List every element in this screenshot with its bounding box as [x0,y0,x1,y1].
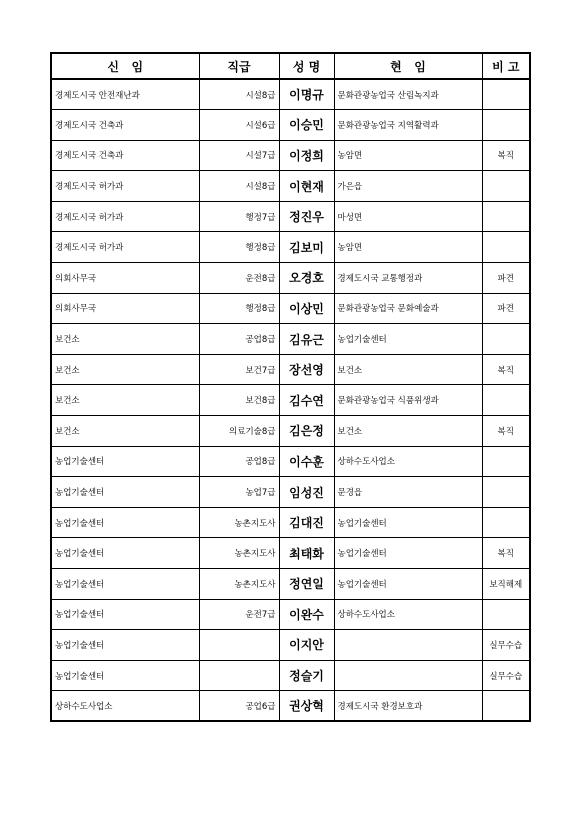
table-row [51,79,530,110]
grade-cell: 농촌지도사 [199,507,279,538]
name-cell: 김수연 [279,385,334,416]
grade-cell [199,660,279,691]
new-post-cell: 보건소 [51,324,199,355]
note-cell [482,507,530,538]
new-post-cell: 경제도시국 건축과 [51,110,199,141]
table-row [51,171,530,202]
new-post-cell: 농업기술센터 [51,446,199,477]
table-row [51,232,530,263]
new-post-cell: 경제도시국 건축과 [51,140,199,171]
note-cell [482,201,530,232]
new-post-cell: 농업기술센터 [51,569,199,600]
grade-cell: 운전8급 [199,263,279,294]
current-post-cell: 상하수도사업소 [334,446,482,477]
name-cell: 정연일 [279,569,334,600]
table-row [51,477,530,508]
grade-cell: 농촌지도사 [199,538,279,569]
name-cell: 이완수 [279,599,334,630]
table-row [51,660,530,691]
table-row [51,324,530,355]
table-row [51,354,530,385]
grade-cell [199,630,279,661]
note-cell: 복직 [482,140,530,171]
grade-cell: 공업8급 [199,324,279,355]
current-post-cell: 경제도시국 교통행정과 [334,263,482,294]
new-post-cell: 농업기술센터 [51,660,199,691]
name-cell: 김대진 [279,507,334,538]
current-post-cell: 농암면 [334,232,482,263]
name-cell: 김은정 [279,416,334,447]
note-cell: 실무수습 [482,630,530,661]
grade-cell: 행정7급 [199,201,279,232]
name-cell: 오경호 [279,263,334,294]
current-post-cell: 문화관광농업국 문화예술과 [334,293,482,324]
current-post-cell: 상하수도사업소 [334,599,482,630]
current-post-cell: 문경읍 [334,477,482,508]
current-post-cell: 가은읍 [334,171,482,202]
table-row [51,416,530,447]
table-row [51,599,530,630]
new-post-cell: 의회사무국 [51,293,199,324]
current-post-cell: 문화관광농업국 지역활력과 [334,110,482,141]
grade-cell: 의료기술8급 [199,416,279,447]
name-cell: 이상민 [279,293,334,324]
current-post-cell: 농업기술센터 [334,569,482,600]
new-post-cell: 경제도시국 허가과 [51,171,199,202]
new-post-cell: 경제도시국 허가과 [51,201,199,232]
grade-cell: 시설8급 [199,79,279,110]
name-cell: 정진우 [279,201,334,232]
note-cell [482,232,530,263]
table-row [51,630,530,661]
new-post-cell: 보건소 [51,354,199,385]
name-cell: 장선영 [279,354,334,385]
current-post-cell: 보건소 [334,354,482,385]
header-new-post: 신 임 [51,53,199,79]
note-cell: 실무수습 [482,660,530,691]
note-cell [482,171,530,202]
header-name: 성 명 [279,53,334,79]
name-cell: 이현재 [279,171,334,202]
new-post-cell: 농업기술센터 [51,538,199,569]
current-post-cell [334,630,482,661]
note-cell [482,385,530,416]
new-post-cell: 농업기술센터 [51,477,199,508]
current-post-cell: 농업기술센터 [334,538,482,569]
grade-cell: 시설8급 [199,171,279,202]
name-cell: 이승민 [279,110,334,141]
current-post-cell: 마성면 [334,201,482,232]
current-post-cell: 농업기술센터 [334,324,482,355]
table-row [51,201,530,232]
note-cell [482,446,530,477]
table-row [51,385,530,416]
current-post-cell: 농암면 [334,140,482,171]
current-post-cell: 문화관광농업국 산림녹지과 [334,79,482,110]
personnel-table [50,52,531,722]
table-row [51,569,530,600]
grade-cell: 공업8급 [199,446,279,477]
grade-cell: 보건8급 [199,385,279,416]
table-body [51,79,530,721]
new-post-cell: 경제도시국 안전재난과 [51,79,199,110]
grade-cell: 공업6급 [199,691,279,722]
name-cell: 이지안 [279,630,334,661]
current-post-cell: 문화관광농업국 식품위생과 [334,385,482,416]
table-row [51,446,530,477]
grade-cell: 행정8급 [199,293,279,324]
table-row [51,538,530,569]
name-cell: 정슬기 [279,660,334,691]
new-post-cell: 경제도시국 허가과 [51,232,199,263]
table-row [51,140,530,171]
header-note: 비 고 [482,53,530,79]
grade-cell: 시설7급 [199,140,279,171]
grade-cell: 시설6급 [199,110,279,141]
note-cell [482,477,530,508]
note-cell [482,599,530,630]
header-current-post: 현 임 [334,53,482,79]
current-post-cell: 농업기술센터 [334,507,482,538]
note-cell: 파견 [482,263,530,294]
grade-cell: 행정8급 [199,232,279,263]
table-row [51,507,530,538]
note-cell: 복직 [482,538,530,569]
table-row [51,110,530,141]
note-cell [482,324,530,355]
name-cell: 이명규 [279,79,334,110]
name-cell: 권상혁 [279,691,334,722]
note-cell [482,110,530,141]
table-row [51,691,530,722]
grade-cell: 보건7급 [199,354,279,385]
note-cell: 파견 [482,293,530,324]
note-cell: 복직 [482,416,530,447]
new-post-cell: 보건소 [51,385,199,416]
new-post-cell: 농업기술센터 [51,630,199,661]
name-cell: 최태화 [279,538,334,569]
note-cell [482,79,530,110]
header-row [51,53,530,79]
current-post-cell [334,660,482,691]
table-row [51,263,530,294]
current-post-cell: 경제도시국 환경보호과 [334,691,482,722]
grade-cell: 운전7급 [199,599,279,630]
name-cell: 김유근 [279,324,334,355]
new-post-cell: 상하수도사업소 [51,691,199,722]
new-post-cell: 농업기술센터 [51,599,199,630]
name-cell: 임성진 [279,477,334,508]
new-post-cell: 보건소 [51,416,199,447]
note-cell: 복직 [482,354,530,385]
grade-cell: 농촌지도사 [199,569,279,600]
name-cell: 김보미 [279,232,334,263]
current-post-cell: 보건소 [334,416,482,447]
name-cell: 이정희 [279,140,334,171]
table-row [51,293,530,324]
new-post-cell: 농업기술센터 [51,507,199,538]
note-cell [482,691,530,722]
grade-cell: 농업7급 [199,477,279,508]
header-grade: 직급 [199,53,279,79]
new-post-cell: 의회사무국 [51,263,199,294]
note-cell: 보직해제 [482,569,530,600]
name-cell: 이수훈 [279,446,334,477]
